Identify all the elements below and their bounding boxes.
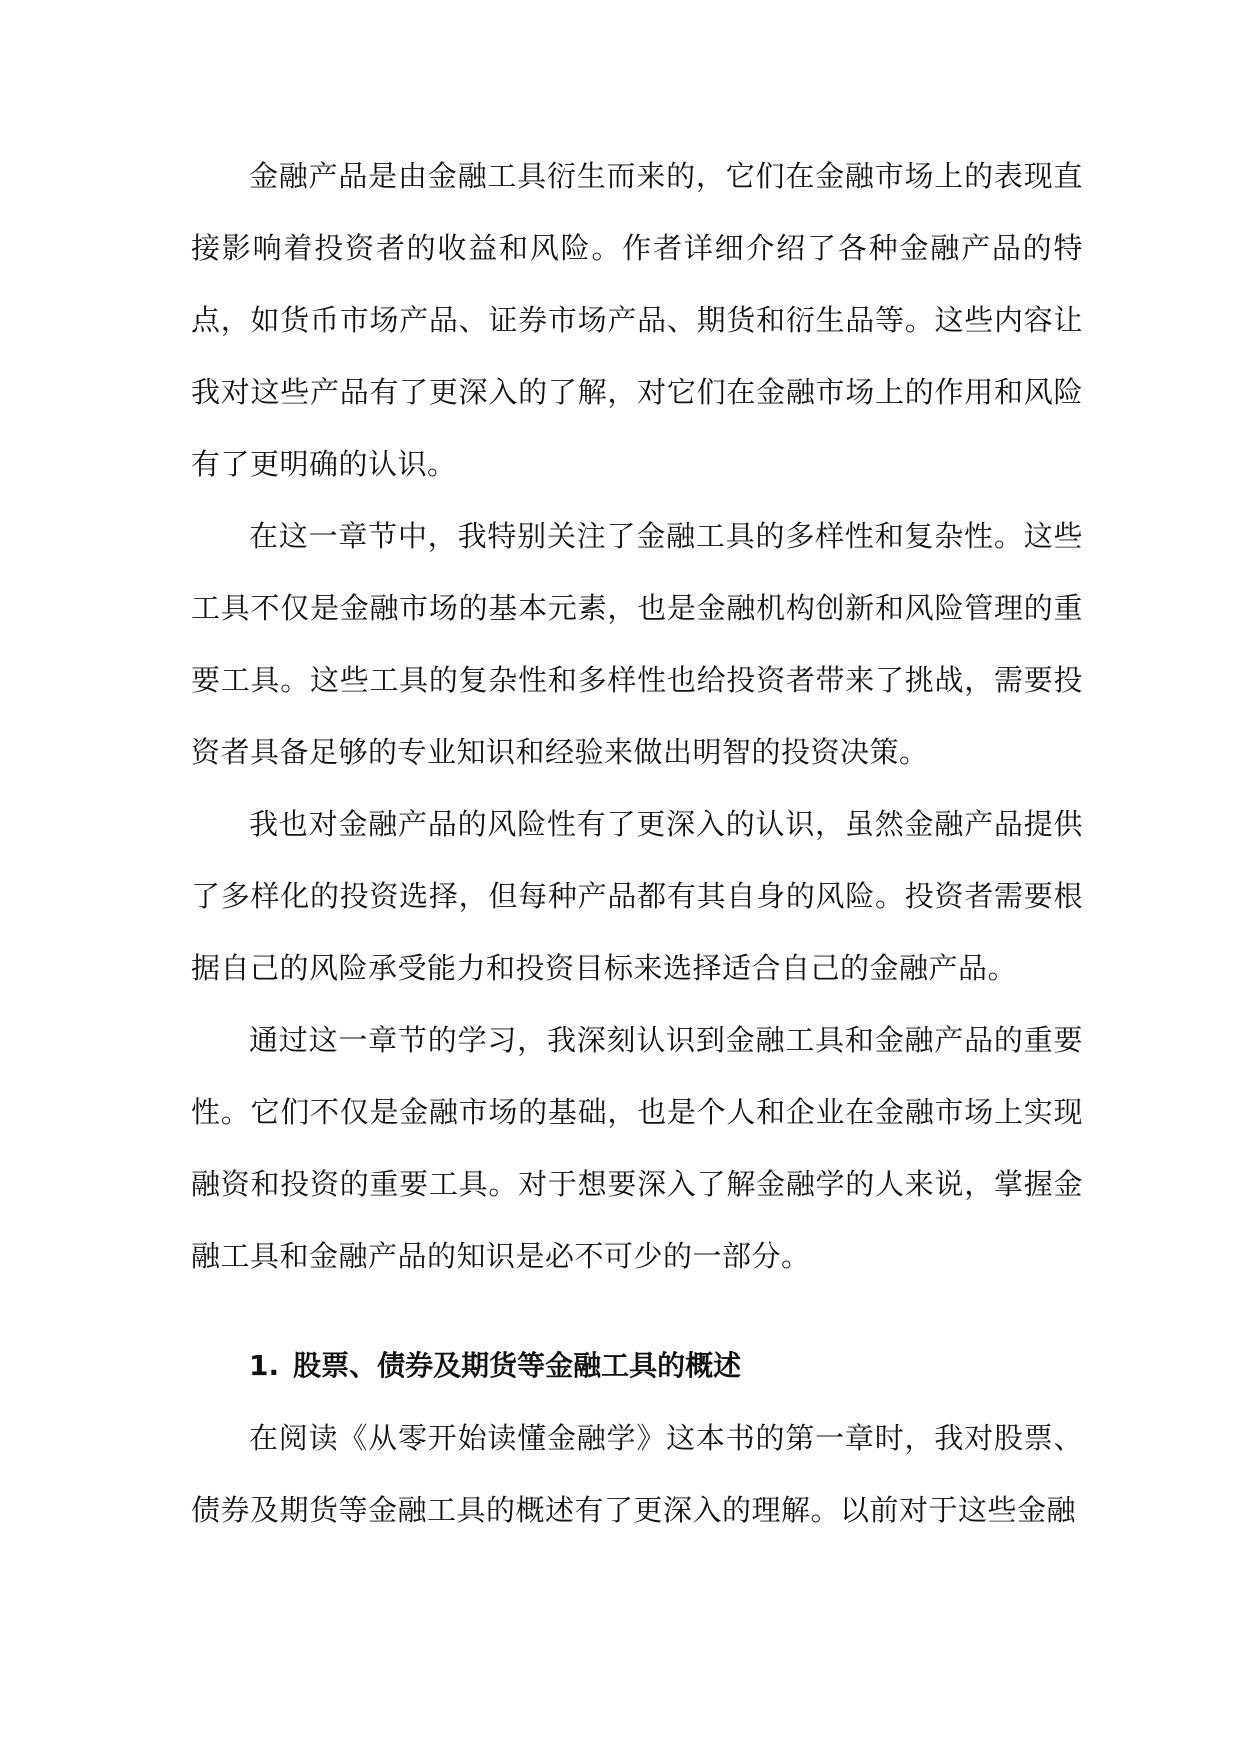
section-heading (191, 1330, 1083, 1402)
paragraph-tool-diversity: 在这一章节中，我特别关注了金融工具的多样性和复杂性。这些工具不仅是金融市场的基本元素，也是金融机构创新和风险管理的重要工具。这些工具的复杂性和多样性也给投资者带来了挑战，需要投资者具备足够的专业知识和经验来做出明智的投资决策。 (191, 519, 1083, 769)
paragraph-product-risk: 我也对金融产品的风险性有了更深入的认识，虽然金融产品提供了多样化的投资选择，但每种产品都有其自身的风险。投资者需要根据自己的风险承受能力和投资目标来选择适合自己的金融产品。 (191, 807, 1083, 985)
section-title: 股票、债券及期货等金融工具的概述 (293, 1349, 742, 1382)
document-page (191, 140, 1083, 1546)
section-number: 1. (249, 1349, 280, 1382)
paragraph-section-intro: 在阅读《从零开始读懂金融学》这本书的第一章时，我对股票、债券及期货等金融工具的概述有了更深入的理解。以前对于这些金融 (191, 1421, 1083, 1527)
paragraph-chapter-summary: 通过这一章节的学习，我深刻认识到金融工具和金融产品的重要性。它们不仅是金融市场的基础，也是个人和企业在金融市场上实现融资和投资的重要工具。对于想要深入了解金融学的人来说，掌握金融工具和金融产品的知识是必不可少的一部分。 (191, 1023, 1083, 1273)
paragraph-financial-products: 金融产品是由金融工具衍生而来的，它们在金融市场上的表现直接影响着投资者的收益和风险。作者详细介绍了各种金融产品的特点，如货币市场产品、证券市场产品、期货和衍生品等。这些内容让我对这些产品有了更深入的了解，对它们在金融市场上的作用和风险有了更明确的认识。 (191, 159, 1083, 481)
